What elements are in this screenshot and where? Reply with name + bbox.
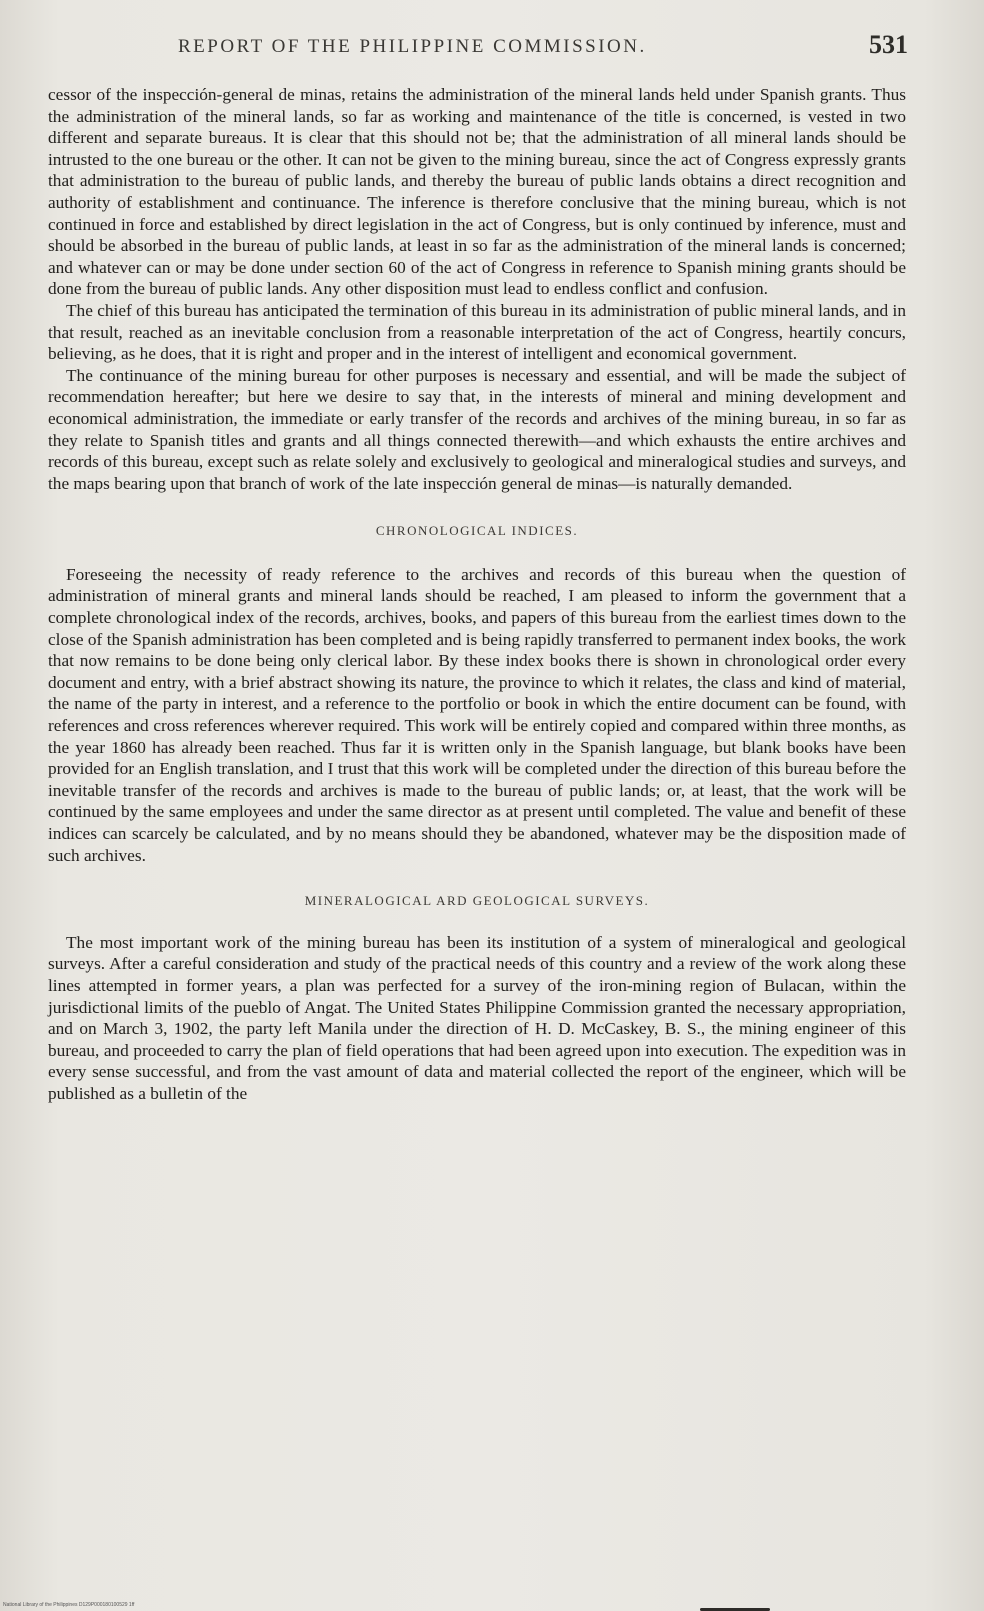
section-heading-chronological-indices: CHRONOLOGICAL INDICES. (375, 523, 579, 539)
paragraph-continuance: The continuance of the mining bureau for other purposes is necessary and essential, and will be made the subject of recommendation hereafter; but here we desire to say that, in the interests of mineral and mining development and economical administration, the immediate or early transfer of the records and archives of the mining bureau, in so far as they relate to Spanish titles and grants and all things connected therewith—and which exhausts the entire archives and records of this bureau, except such as relate solely and exclusively to geological and mineralogical studies and surveys, and the maps bearing upon that branch of work of the late inspección general de minas—is naturally demanded. (48, 365, 906, 493)
page-number: 531 (869, 30, 908, 59)
section-heading-surveys: MINERALOGICAL ARD GEOLOGICAL SURVEYS. (304, 893, 650, 909)
paragraph-continued: cessor of the inspección-general de minas, retains the administration of the mineral lands held under Spanish grants. Thus the administration of the mineral lands, so far as working and maintenance of the title is concerned, is vested in two different and separate bureaus. It is clear that this should not be; that the administration of all mineral lands should be intrusted to the one bureau or the other. It can not be given to the mining bureau, since the act of Congress expressly grants that administration to the bureau of public lands, and thereby the bureau of public lands obtains a direct recognition and authority of establishment and continuance. The inference is therefore conclusive that the mining bureau, which is not continued in force and established by direct legislation in the act of Congress, but is only continued by inference, must and should be absorbed in the bureau of public lands, at least in so far as the administration of the mineral lands is concerned; and whatever can or may be done under section 60 of the act of Congress in reference to Spanish mining grants should be done from the bureau of public lands. Any other disposition must lead to endless conflict and confusion. (48, 85, 906, 299)
page-header (48, 30, 908, 70)
paragraph-surveys: The most important work of the mining bureau has been its institution of a system of mineralogical and geological surveys. After a careful consideration and study of the practical needs of this country and a review of the work along these lines attempted in former years, a plan was perfected for a survey of the iron-mining region of Bulacan, within the jurisdictional limits of the pueblo of Angat. The United States Philippine Commission granted the necessary appropriation, and on March 3, 1902, the party left Manila under the direction of H. D. McCaskey, B. S., the mining engineer of this bureau, and proceeded to carry the plan of field operations that had been agreed upon into execution. The expedition was in every sense successful, and from the vast amount of data and material collected the report of the engineer, which will be published as a bulletin of the (48, 932, 906, 1103)
body-text (48, 84, 906, 1105)
running-head: REPORT OF THE PHILIPPINE COMMISSION. (178, 36, 647, 57)
scan-credit: National Library of the Philippines D129P000180100529 1ff (3, 1602, 135, 1608)
paragraph-chronological-indices: Foreseeing the necessity of ready reference to the archives and records of this bureau when the question of administration of mineral grants and mineral lands should be reached, I am pleased to inform the government that a complete chronological index of the records, archives, books, and papers of this bureau from the earliest times down to the close of the Spanish administration has been completed and is being rapidly transferred to permanent index books, the work that now remains to be done being only clerical labor. By these index books there is shown in chronological order every document and entry, with a brief abstract showing its nature, the province to which it relates, the class and kind of material, the name of the party in interest, and a reference to the portfolio or book in which the entire document can be found, with references and cross references wherever required. This work will be entirely copied and compared within three months, as the year 1860 has already been reached. Thus far it is written only in the Spanish language, but blank books have been provided for an English translation, and I trust that this work will be completed under the direction of this bureau before the inevitable transfer of the records and archives is made to the bureau of public lands; or, at least, that the work will be continued by the same employees and under the same director as at present until completed. The value and benefit of these indices can scarcely be calculated, and by no means should they be abandoned, whatever may be the disposition made of such archives. (48, 564, 906, 865)
paragraph-bureau-chief: The chief of this bureau has anticipated the termination of this bureau in its administration of public mineral lands, and in that result, reached as an inevitable conclusion from a reasonable interpretation of the act of Congress, heartily concurs, believing, as he does, that it is right and proper and in the interest of intelligent and economical government. (48, 300, 906, 364)
